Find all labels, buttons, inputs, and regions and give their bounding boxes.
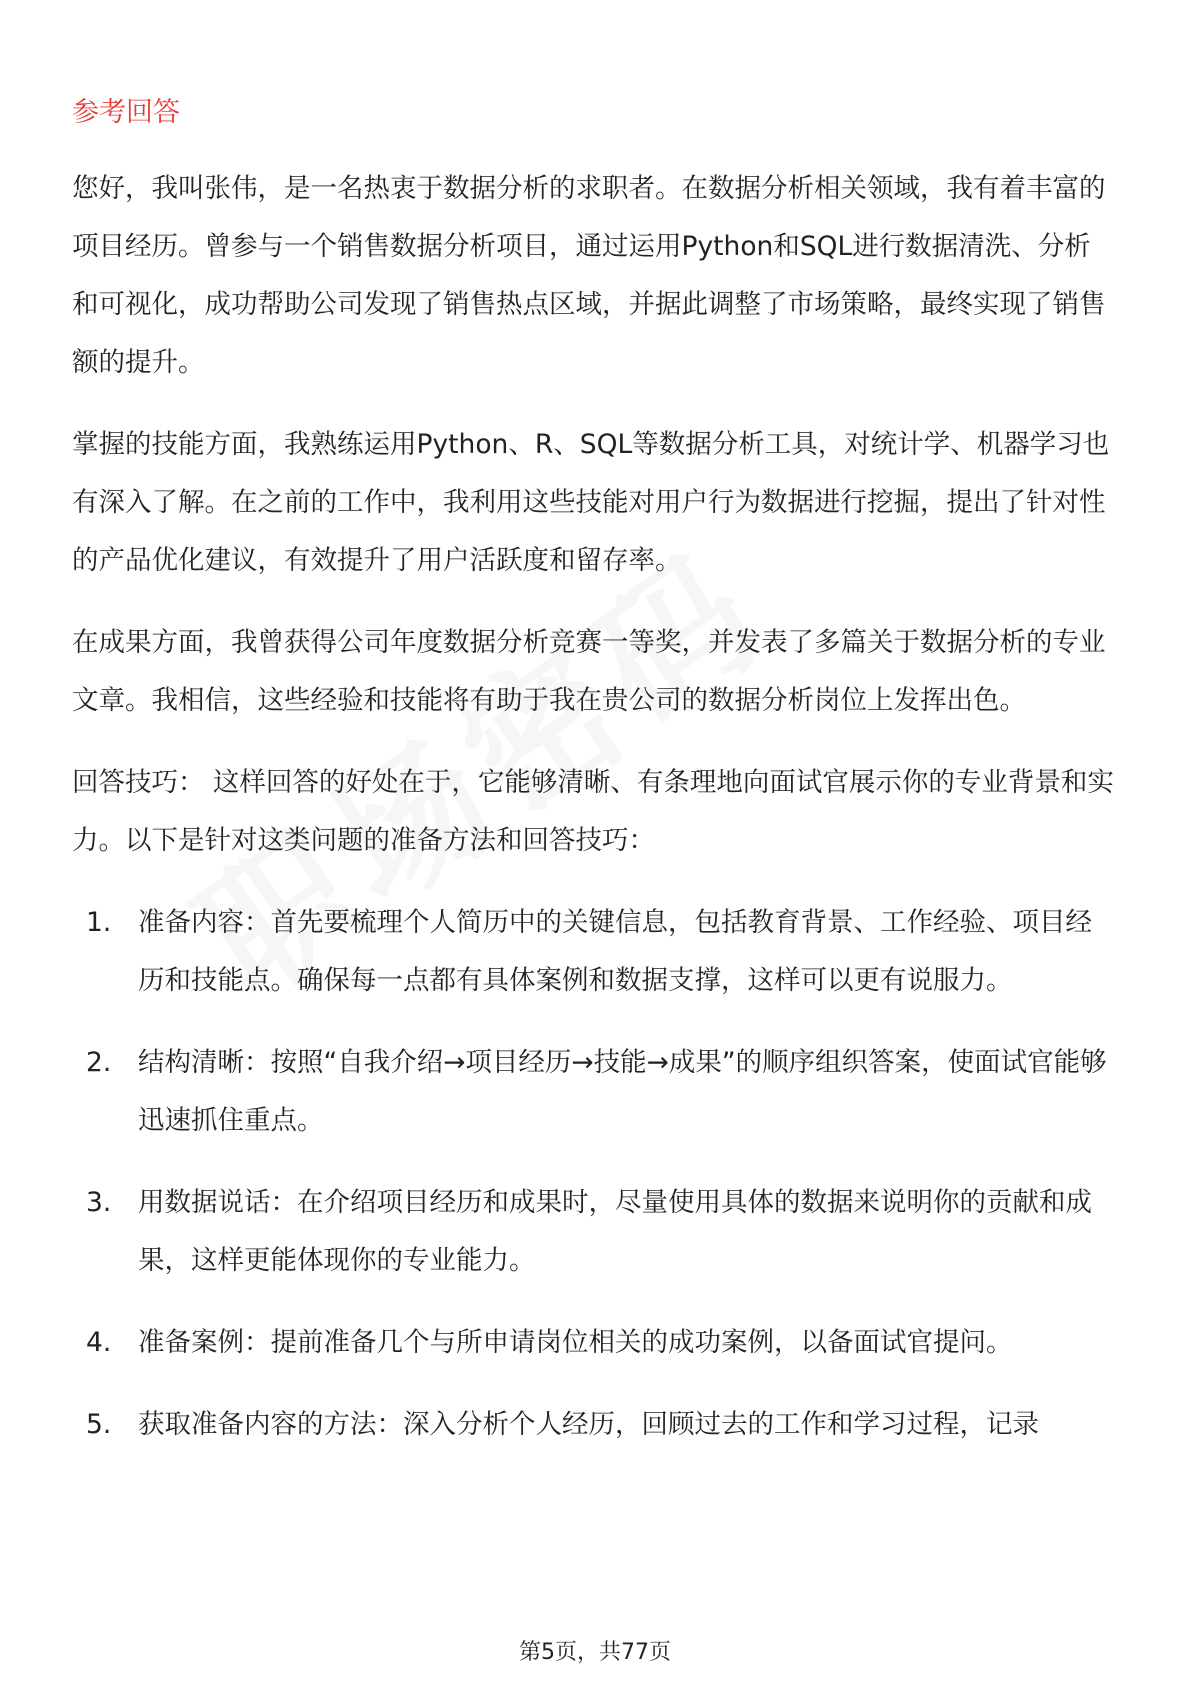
tips-list [72,894,1117,1454]
paragraph-skills: 掌握的技能方面，我熟练运用Python、R、SQL等数据分析工具，对统计学、机器学习也有深入了解。在之前的工作中，我利用这些技能对用户行为数据进行挖掘，提出了针对性的产品优化建议，有效提升了用户活跃度和留存率。 [72,429,1110,576]
list-item [72,1174,1117,1290]
list-number: 4. [86,1327,112,1358]
list-number: 1. [86,907,112,938]
list-number: 5. [86,1409,112,1440]
list-item [72,1034,1117,1150]
list-item [72,1314,1117,1372]
list-text: 准备案例：提前准备几个与所申请岗位相关的成功案例，以备面试官提问。 [138,1327,1013,1358]
list-item [72,1396,1117,1454]
list-number: 3. [86,1187,112,1218]
paragraph-intro: 您好，我叫张伟，是一名热衷于数据分析的求职者。在数据分析相关领域，我有着丰富的项目经历。曾参与一个销售数据分析项目，通过运用Python和SQL进行数据清洗、分析和可视化，成功帮助公司发现了销售热点区域，并据此调整了市场策略，最终实现了销售额的提升。 [72,173,1106,378]
list-item [72,894,1117,1010]
section-heading: 参考回答 [72,97,180,128]
paragraph-tips: 回答技巧： 这样回答的好处在于，它能够清晰、有条理地向面试官展示你的专业背景和实力。以下是针对这类问题的准备方法和回答技巧： [72,767,1114,856]
page-content [72,88,1117,1478]
list-text: 准备内容：首先要梳理个人简历中的关键信息，包括教育背景、工作经验、项目经历和技能点。确保每一点都有具体案例和数据支撑，这样可以更有说服力。 [138,907,1092,996]
list-text: 结构清晰：按照“自我介绍→项目经历→技能→成果”的顺序组织答案，使面试官能够迅速抓住重点。 [138,1047,1107,1136]
list-text: 用数据说话：在介绍项目经历和成果时，尽量使用具体的数据来说明你的贡献和成果，这样更能体现你的专业能力。 [138,1187,1092,1276]
list-text: 获取准备内容的方法：深入分析个人经历，回顾过去的工作和学习过程，记录 [138,1409,1039,1440]
paragraph-achievements: 在成果方面，我曾获得公司年度数据分析竞赛一等奖，并发表了多篇关于数据分析的专业文章。我相信，这些经验和技能将有助于我在贵公司的数据分析岗位上发挥出色。 [72,627,1106,716]
list-number: 2. [86,1047,112,1078]
page-footer: 第5页，共77页 [519,1640,671,1665]
